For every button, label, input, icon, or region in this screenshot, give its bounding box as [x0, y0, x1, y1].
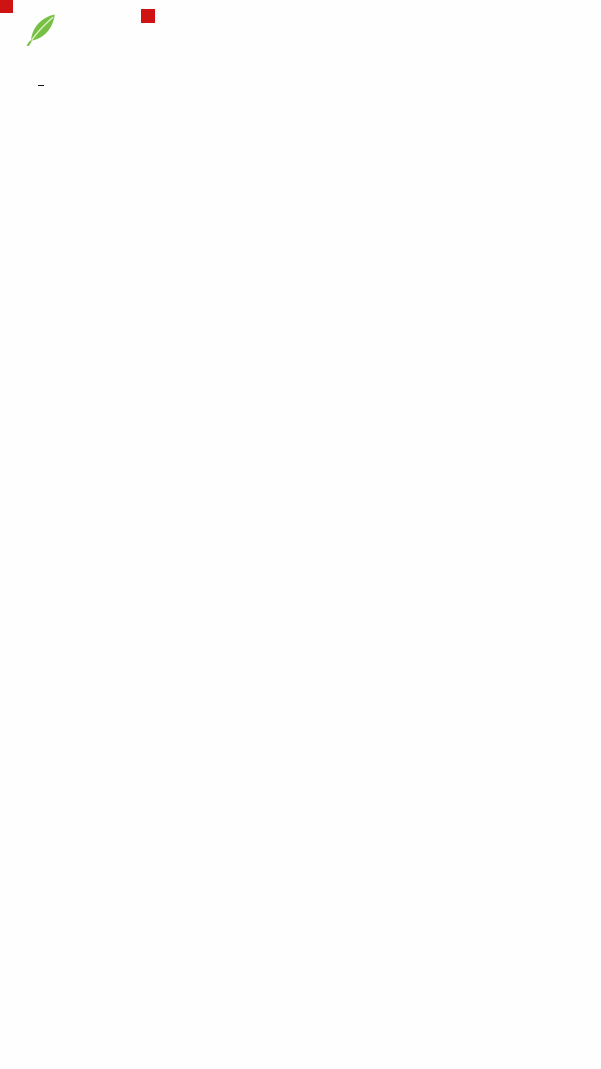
time-denominator: [38, 86, 44, 87]
logo-corner-mark: [141, 9, 155, 23]
time-signature: [38, 84, 44, 87]
key-signature: [26, 84, 44, 87]
logo-corner-mark: [0, 0, 13, 13]
leaf-icon: [25, 12, 59, 46]
site-logo[interactable]: [24, 12, 60, 49]
